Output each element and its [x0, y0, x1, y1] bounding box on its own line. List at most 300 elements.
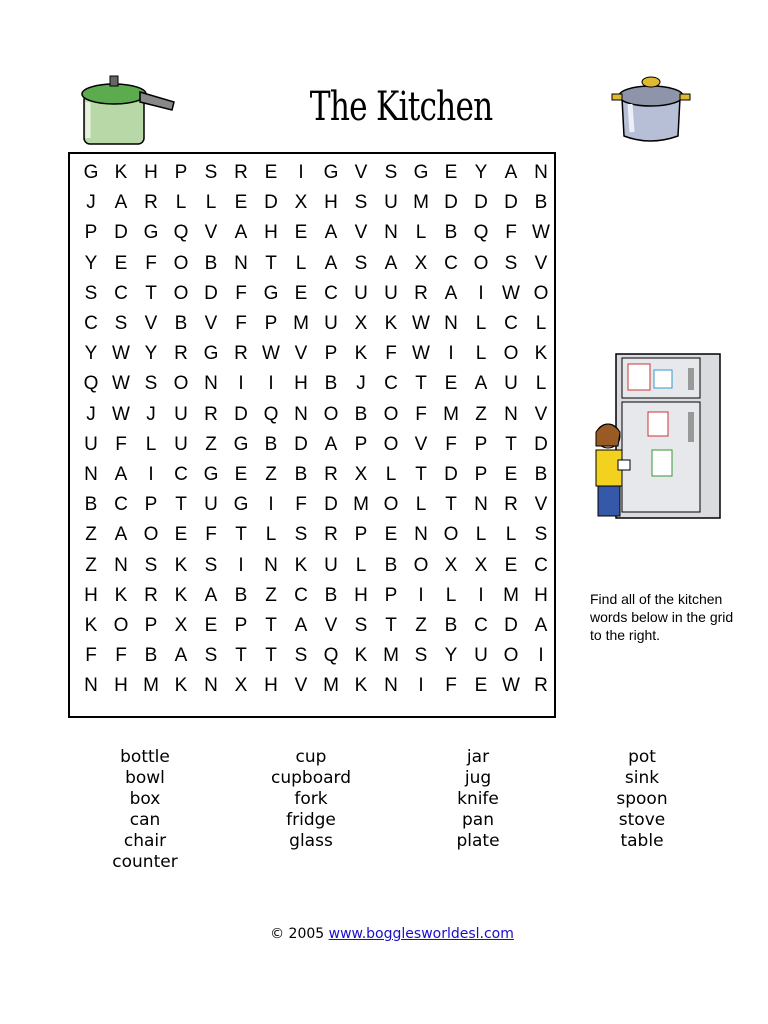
grid-letter: U: [354, 282, 368, 304]
grid-letter: K: [384, 313, 398, 334]
grid-letter: B: [444, 222, 458, 244]
grid-letter: H: [264, 222, 278, 244]
grid-letter: F: [445, 433, 457, 455]
grid-row: [76, 188, 556, 218]
grid-letter: R: [414, 282, 428, 304]
grid-letter: S: [144, 373, 158, 395]
grid-letter: N: [294, 403, 308, 425]
grid-letter: X: [294, 192, 308, 214]
grid-letter: B: [234, 584, 248, 606]
grid-row: [76, 430, 556, 460]
grid-letter: G: [233, 433, 249, 455]
word-list-item: sink: [624, 768, 660, 788]
grid-letter: V: [294, 675, 308, 697]
grid-letter: M: [413, 192, 429, 214]
grid-letter: C: [84, 313, 98, 334]
grid-letter: E: [474, 675, 488, 697]
grid-letter: O: [443, 524, 459, 546]
word-list-item: stove: [618, 810, 666, 830]
grid-letter: N: [474, 494, 488, 516]
grid-letter: I: [238, 554, 244, 576]
grid-letter: F: [415, 403, 427, 425]
word-list-column-4: [572, 747, 712, 852]
grid-letter: E: [234, 464, 248, 485]
grid-letter: G: [233, 494, 249, 516]
grid-letter: D: [324, 494, 338, 516]
grid-letter: V: [204, 222, 218, 244]
grid-letter: A: [174, 645, 188, 667]
grid-letter: O: [173, 252, 189, 274]
grid-letter: S: [414, 645, 428, 667]
grid-letter: A: [444, 282, 458, 304]
word-list-item: cupboard: [270, 768, 351, 788]
grid-letter: L: [415, 494, 427, 516]
grid-letter: K: [354, 343, 368, 365]
grid-letter: X: [414, 252, 428, 274]
grid-letter: L: [505, 524, 517, 546]
grid-letter: G: [83, 162, 99, 183]
grid-letter: U: [204, 494, 218, 516]
grid-letter: U: [504, 373, 518, 395]
grid-letter: W: [502, 282, 520, 304]
grid-letter: W: [112, 343, 130, 365]
grid-letter: S: [144, 554, 158, 576]
grid-letter: B: [174, 313, 188, 334]
grid-letter: L: [535, 373, 547, 395]
grid-letter: N: [114, 554, 128, 576]
grid-letter: F: [205, 524, 217, 546]
grid-letter: C: [294, 584, 308, 606]
grid-letter: R: [204, 403, 218, 425]
grid-letter: A: [324, 222, 338, 244]
grid-letter: R: [324, 464, 338, 485]
word-list-item: chair: [123, 831, 167, 851]
grid-letter: P: [144, 494, 158, 516]
grid-letter: C: [384, 373, 398, 395]
grid-letter: T: [175, 494, 187, 516]
grid-letter: P: [354, 433, 368, 455]
grid-letter: D: [294, 433, 308, 455]
grid-letter: S: [204, 554, 218, 576]
word-list-item: jug: [464, 768, 492, 788]
grid-letter: S: [294, 524, 308, 546]
grid-row: [76, 158, 556, 188]
footer: [0, 926, 768, 942]
grid-letter: T: [265, 615, 277, 636]
grid-letter: X: [354, 313, 368, 334]
grid-letter: R: [234, 162, 248, 183]
grid-letter: H: [84, 584, 98, 606]
grid-letter: I: [268, 373, 274, 395]
grid-letter: I: [268, 494, 274, 516]
grid-letter: E: [444, 162, 458, 183]
word-list-column-3: [408, 747, 548, 852]
word-list-item: bottle: [120, 747, 170, 767]
grid-letter: B: [384, 554, 398, 576]
copyright-text: © 2005: [270, 926, 325, 942]
grid-letter: Z: [475, 403, 487, 425]
grid-letter: P: [384, 584, 398, 606]
grid-letter: L: [415, 222, 427, 244]
grid-letter: A: [294, 615, 308, 636]
grid-letter: W: [502, 675, 520, 697]
grid-letter: K: [354, 675, 368, 697]
word-list-item: plate: [456, 831, 500, 851]
grid-letter: O: [533, 282, 549, 304]
grid-letter: Z: [265, 464, 277, 485]
grid-letter: M: [353, 494, 369, 516]
grid-letter: S: [354, 615, 368, 636]
grid-letter: C: [504, 313, 518, 334]
grid-letter: F: [235, 282, 247, 304]
grid-letter: O: [383, 494, 399, 516]
grid-letter: L: [475, 524, 487, 546]
grid-letter: L: [145, 433, 157, 455]
grid-letter: Q: [473, 222, 489, 244]
grid-letter: T: [415, 373, 427, 395]
word-list-item: spoon: [616, 789, 668, 809]
grid-letter: H: [534, 584, 548, 606]
grid-letter: V: [534, 252, 548, 274]
grid-letter: M: [383, 645, 399, 667]
grid-letter: A: [114, 524, 128, 546]
grid-letter: O: [503, 343, 519, 365]
grid-letter: I: [448, 343, 454, 365]
grid-letter: G: [413, 162, 429, 183]
grid-letter: O: [503, 645, 519, 667]
grid-letter: U: [384, 282, 398, 304]
grid-letter: I: [478, 282, 484, 304]
grid-letter: F: [85, 645, 97, 667]
grid-letter: D: [264, 192, 278, 214]
grid-letter: O: [323, 403, 339, 425]
grid-letter: N: [204, 675, 218, 697]
grid-letter: Q: [173, 222, 189, 244]
grid-letter: O: [383, 403, 399, 425]
grid-letter: W: [412, 313, 430, 334]
grid-letter: J: [356, 373, 366, 395]
grid-letter: Q: [263, 403, 279, 425]
grid-letter: P: [264, 313, 278, 334]
grid-letter: T: [265, 252, 277, 274]
word-list-column-2: [241, 747, 381, 852]
grid-letter: E: [294, 222, 308, 244]
grid-letter: P: [474, 464, 488, 485]
grid-letter: I: [148, 464, 154, 485]
word-list-item: can: [129, 810, 161, 830]
grid-letter: Y: [84, 252, 98, 274]
grid-letter: D: [474, 192, 488, 214]
grid-letter: R: [534, 675, 548, 697]
grid-letter: H: [114, 675, 128, 697]
grid-letter: E: [174, 524, 188, 546]
grid-letter: P: [174, 162, 188, 183]
grid-letter: R: [504, 494, 518, 516]
grid-letter: D: [534, 433, 548, 455]
grid-letter: Z: [415, 615, 427, 636]
grid-letter: E: [264, 162, 278, 183]
grid-letter: L: [475, 343, 487, 365]
word-list-item: pan: [462, 810, 494, 830]
grid-letter: Z: [85, 554, 97, 576]
grid-letter: S: [84, 282, 98, 304]
grid-letter: J: [86, 192, 96, 214]
grid-letter: B: [294, 464, 308, 485]
grid-letter: Z: [85, 524, 97, 546]
grid-letter: V: [204, 313, 218, 334]
grid-letter: T: [505, 433, 517, 455]
word-list-item: table: [620, 831, 664, 851]
grid-letter: I: [298, 162, 304, 183]
grid-letter: N: [204, 373, 218, 395]
word-list-item: fridge: [286, 810, 336, 830]
grid-letter: U: [174, 403, 188, 425]
grid-letter: C: [114, 282, 128, 304]
grid-letter: L: [445, 584, 457, 606]
grid-letter: L: [205, 192, 217, 214]
grid-letter: B: [534, 464, 548, 485]
word-list-item: glass: [289, 831, 333, 851]
word-list-item: fork: [294, 789, 328, 809]
grid-letter: S: [204, 645, 218, 667]
word-list-item: jar: [466, 747, 490, 767]
grid-letter: F: [145, 252, 157, 274]
grid-letter: M: [323, 675, 339, 697]
grid-letter: R: [324, 524, 338, 546]
grid-letter: L: [355, 554, 367, 576]
grid-letter: F: [295, 494, 307, 516]
grid-letter: C: [324, 282, 338, 304]
grid-letter: X: [444, 554, 458, 576]
grid-letter: E: [204, 615, 218, 636]
grid-letter: K: [294, 554, 308, 576]
grid-letter: D: [444, 464, 458, 485]
grid-letter: A: [324, 433, 338, 455]
grid-letter: D: [114, 222, 128, 244]
grid-letter: H: [294, 373, 308, 395]
grid-row: [76, 611, 556, 641]
grid-letter: H: [324, 192, 338, 214]
grid-letter: G: [143, 222, 159, 244]
grid-letter: K: [174, 675, 188, 697]
grid-letter: D: [504, 192, 518, 214]
grid-letter: K: [174, 554, 188, 576]
grid-letter: E: [504, 464, 518, 485]
grid-letter: M: [443, 403, 459, 425]
grid-letter: X: [354, 464, 368, 485]
grid-letter: L: [475, 313, 487, 334]
grid-row: [76, 460, 556, 490]
grid-letter: L: [535, 313, 547, 334]
grid-row: [76, 249, 556, 279]
grid-letter: Y: [444, 645, 458, 667]
grid-letter: N: [534, 162, 548, 183]
grid-letter: B: [204, 252, 218, 274]
grid-letter: Z: [205, 433, 217, 455]
grid-letter: R: [174, 343, 188, 365]
grid-letter: T: [385, 615, 397, 636]
grid-letter: F: [115, 433, 127, 455]
grid-letter: R: [234, 343, 248, 365]
grid-letter: B: [84, 494, 98, 516]
grid-letter: T: [235, 645, 247, 667]
grid-letter: B: [324, 584, 338, 606]
grid-letter: P: [144, 615, 158, 636]
grid-row: [76, 671, 556, 701]
grid-letter: F: [445, 675, 457, 697]
grid-letter: X: [234, 675, 248, 697]
word-list-item: box: [129, 789, 161, 809]
grid-letter: I: [538, 645, 544, 667]
grid-row: [76, 400, 556, 430]
grid-letter: K: [114, 584, 128, 606]
grid-letter: C: [534, 554, 548, 576]
grid-letter: V: [414, 433, 428, 455]
grid-letter: N: [444, 313, 458, 334]
grid-letter: E: [114, 252, 128, 274]
grid-letter: U: [384, 192, 398, 214]
grid-letter: X: [174, 615, 188, 636]
word-list-item: counter: [112, 852, 178, 872]
grid-letter: G: [203, 343, 219, 365]
grid-letter: U: [84, 433, 98, 455]
grid-letter: O: [173, 282, 189, 304]
grid-letter: N: [414, 524, 428, 546]
grid-letter: H: [354, 584, 368, 606]
girl-at-fridge-clipart: [588, 346, 724, 522]
grid-letter: Z: [265, 584, 277, 606]
grid-letter: M: [503, 584, 519, 606]
grid-letter: N: [384, 675, 398, 697]
grid-letter: S: [294, 645, 308, 667]
grid-letter: G: [203, 464, 219, 485]
grid-letter: K: [354, 645, 368, 667]
grid-letter: R: [144, 192, 158, 214]
grid-letter: L: [295, 252, 307, 274]
grid-letter: B: [354, 403, 368, 425]
grid-letter: Y: [474, 162, 488, 183]
grid-letter: I: [418, 675, 424, 697]
grid-letter: T: [265, 645, 277, 667]
grid-letter: F: [115, 645, 127, 667]
grid-letter: S: [384, 162, 398, 183]
grid-letter: N: [264, 554, 278, 576]
grid-letter: S: [204, 162, 218, 183]
grid-letter: A: [474, 373, 488, 395]
grid-row: [76, 551, 556, 581]
word-list-item: pot: [628, 747, 656, 767]
grid-letter: Q: [323, 645, 339, 667]
page-title: The Kitchen: [309, 84, 493, 130]
grid-letter: W: [412, 343, 430, 365]
grid-letter: O: [413, 554, 429, 576]
grid-row: [76, 520, 556, 550]
grid-row: [76, 218, 556, 248]
grid-letter: E: [504, 554, 518, 576]
grid-letter: B: [534, 192, 548, 214]
grid-letter: E: [294, 282, 308, 304]
word-search-grid: [68, 152, 556, 718]
grid-letter: S: [504, 252, 518, 274]
grid-letter: M: [293, 313, 309, 334]
grid-letter: A: [114, 192, 128, 214]
grid-letter: C: [114, 494, 128, 516]
grid-letter: K: [174, 584, 188, 606]
grid-letter: V: [144, 313, 158, 334]
grid-row: [76, 279, 556, 309]
grid-letter: D: [204, 282, 218, 304]
grid-letter: T: [415, 464, 427, 485]
grid-letter: M: [143, 675, 159, 697]
grid-letter: A: [534, 615, 548, 636]
grid-letter: Y: [144, 343, 158, 365]
grid-letter: Q: [83, 373, 99, 395]
grid-letter: T: [235, 524, 247, 546]
grid-letter: P: [84, 222, 98, 244]
grid-letter: N: [504, 403, 518, 425]
grid-letter: G: [323, 162, 339, 183]
grid-letter: A: [234, 222, 248, 244]
word-list-item: bowl: [125, 768, 165, 788]
grid-letter: R: [144, 584, 158, 606]
website-link[interactable]: www.bogglesworldesl.com: [328, 926, 514, 942]
grid-letter: P: [234, 615, 248, 636]
grid-letter: S: [354, 252, 368, 274]
grid-letter: U: [474, 645, 488, 667]
grid-letter: O: [473, 252, 489, 274]
grid-letter: J: [86, 403, 96, 425]
instructions-text: Find all of the kitchen words below in the grid to the right.: [590, 591, 734, 643]
grid-letter: Y: [84, 343, 98, 365]
grid-letter: D: [234, 403, 248, 425]
grid-letter: V: [534, 403, 548, 425]
grid-letter: E: [234, 192, 248, 214]
grid-letter: V: [324, 615, 338, 636]
grid-letter: W: [532, 222, 550, 244]
grid-letter: W: [262, 343, 280, 365]
word-list-item: knife: [457, 789, 499, 809]
grid-letter: K: [114, 162, 128, 183]
grid-letter: B: [264, 433, 278, 455]
grid-letter: B: [324, 373, 338, 395]
grid-letter: T: [445, 494, 457, 516]
grid-letter: U: [174, 433, 188, 455]
grid-letter: A: [504, 162, 518, 183]
grid-letter: V: [294, 343, 308, 365]
grid-letter: J: [146, 403, 156, 425]
grid-letter: D: [444, 192, 458, 214]
grid-letter: H: [144, 162, 158, 183]
grid-letter: O: [113, 615, 129, 636]
grid-row: [76, 309, 556, 339]
grid-letter: A: [114, 464, 128, 485]
grid-letter: H: [264, 675, 278, 697]
grid-letter: L: [265, 524, 277, 546]
grid-letter: T: [145, 282, 157, 304]
grid-letter: B: [444, 615, 458, 636]
grid-letter: A: [384, 252, 398, 274]
grid-row: [76, 339, 556, 369]
cooking-pot-clipart: [610, 72, 694, 148]
grid-letter: L: [385, 464, 397, 485]
pressure-cooker-clipart: [74, 72, 178, 148]
grid-letter: I: [478, 584, 484, 606]
grid-letter: O: [173, 373, 189, 395]
word-list-item: cup: [295, 747, 327, 767]
grid-letter: S: [534, 524, 548, 546]
grid-letter: V: [534, 494, 548, 516]
word-list-column-1: [75, 747, 215, 873]
